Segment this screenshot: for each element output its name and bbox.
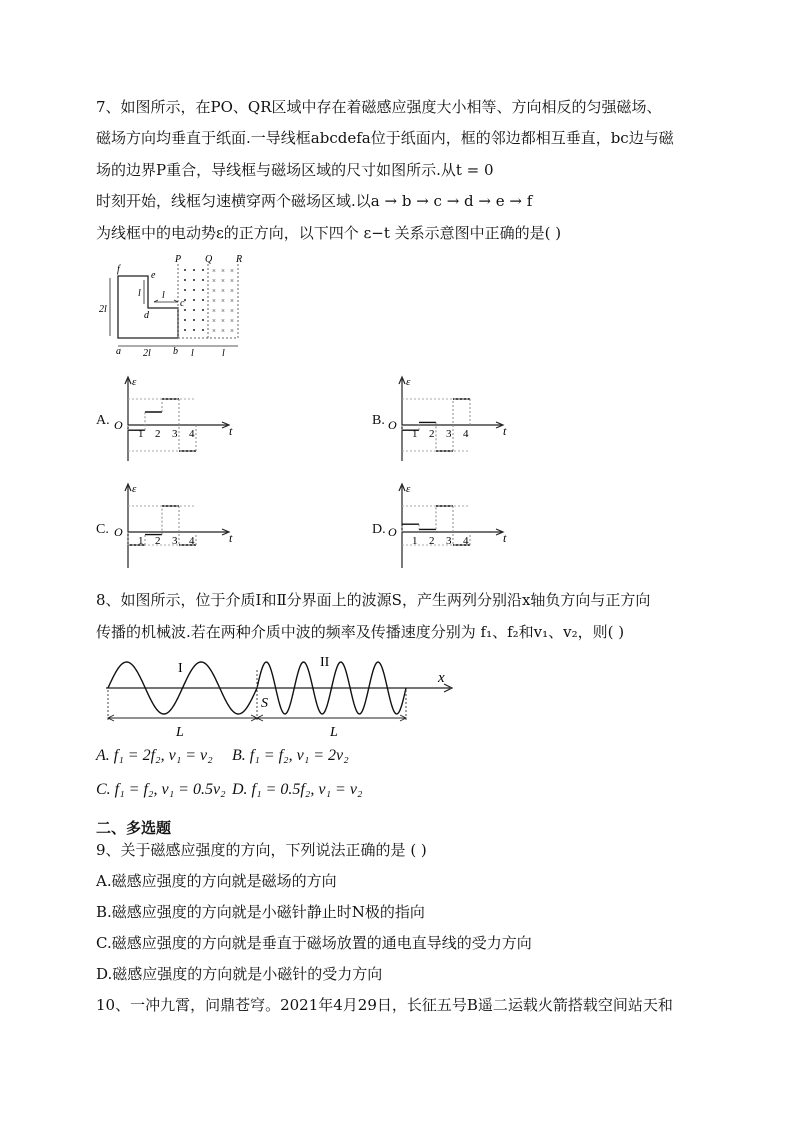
svg-text:×: × [212,297,216,305]
svg-text:ε: ε [406,376,411,388]
q9-option-a[interactable]: A.磁感应强度的方向就是磁场的方向 [96,872,337,890]
svg-text:3: 3 [172,535,178,547]
svg-text:t: t [503,424,507,438]
svg-text:t: t [229,424,233,438]
svg-text:O: O [388,525,397,539]
label-l-qr: l [222,348,225,359]
label-b: b [173,346,178,357]
q7-line-5: 为线框中的电动势ε的正方向，以下四个 ε−t 关系示意图中正确的是( ) [96,224,562,242]
q7-line-2: 磁场方向均垂直于纸面.一导线框abcdefa位于纸面内，框的邻边都相互垂直，bc边与磁 [96,129,674,147]
svg-text:O: O [114,525,123,539]
label-L-right: L [330,725,338,740]
q9-stem: 9、关于磁感应强度的方向，下列说法正确的是 ( ) [96,841,427,859]
q7-option-d-label[interactable]: D. [372,522,386,537]
svg-text:×: × [221,297,225,305]
q7-frame-figure [96,250,266,362]
svg-text:1: 1 [138,535,144,547]
svg-text:t: t [503,531,507,545]
svg-text:4: 4 [189,428,195,440]
svg-text:1: 1 [138,428,144,440]
svg-text:4: 4 [463,428,469,440]
q7-option-a-label[interactable]: A. [96,413,110,428]
label-e: e [151,270,156,281]
svg-text:×: × [230,307,234,315]
q9-option-d[interactable]: D.磁感应强度的方向就是小磁针的受力方向 [96,965,383,983]
svg-text:×: × [230,327,234,335]
svg-text:3: 3 [446,428,452,440]
q8-option-b[interactable]: B. f₁ = f₂, v₁ = 2v₂ [232,747,349,764]
label-a: a [116,346,121,357]
q8-option-c[interactable]: C. f₁ = f₂, v₁ = 0.5v₂ [96,781,226,798]
label-axis-x: x [438,670,445,686]
svg-text:×: × [230,287,234,295]
svg-text:1: 1 [412,535,418,547]
q9-option-b[interactable]: B.磁感应强度的方向就是小磁针静止时N极的指向 [96,903,425,921]
q7-line-1: 7、如图所示，在PO、QR区域中存在着磁感应强度大小相等、方向相反的匀强磁场、 [96,98,662,116]
q7-line-3: 场的边界P重合，导线框与磁场区域的尺寸如图所示.从t = 0 [96,161,494,179]
svg-text:t: t [229,531,233,545]
svg-text:×: × [230,277,234,285]
label-2l-vertical: 2l [99,304,107,315]
svg-text:ε: ε [132,483,137,495]
svg-text:O: O [114,418,123,432]
label-medium-II: II [320,655,330,670]
svg-text:×: × [212,267,216,275]
svg-text:×: × [230,297,234,305]
svg-text:ε: ε [132,376,137,388]
svg-text:×: × [221,267,225,275]
label-P: P [175,254,182,265]
svg-text:×: × [221,287,225,295]
label-d: d [144,310,149,321]
svg-text:3: 3 [172,428,178,440]
svg-text:4: 4 [463,535,469,547]
svg-text:2: 2 [429,535,435,547]
q10-line-1: 10、一冲九霄，问鼎苍穹。2021年4月29日，长征五号B遥二运载火箭搭载空间站天和 [96,996,673,1014]
label-l-dc: l [162,290,165,301]
label-R: R [236,254,243,265]
q7-option-c-label[interactable]: C. [96,522,109,537]
q8-option-a[interactable]: A. f₁ = 2f₂, v₁ = v₂ [96,747,213,764]
q8-wave-figure [100,650,460,740]
svg-text:2: 2 [155,428,161,440]
svg-text:×: × [230,267,234,275]
svg-text:×: × [212,317,216,325]
q7-line-4: 时刻开始，线框匀速横穿两个磁场区域.以a → b → c → d → e → f [96,192,533,210]
svg-text:2: 2 [155,535,161,547]
svg-text:2: 2 [429,428,435,440]
label-source-S: S [261,696,268,711]
svg-text:×: × [221,317,225,325]
svg-text:×: × [212,277,216,285]
label-2l-horizontal: 2l [143,348,151,359]
q7-graph-b [388,373,508,465]
svg-text:×: × [230,317,234,325]
q9-option-c[interactable]: C.磁感应强度的方向就是垂直于磁场放置的通电直导线的受力方向 [96,934,532,952]
svg-text:O: O [388,418,397,432]
label-l-pq: l [191,348,194,359]
label-medium-I: I [178,661,183,676]
label-Q: Q [205,254,213,265]
svg-text:1: 1 [412,428,418,440]
label-l-ed: l [138,288,141,299]
svg-text:×: × [221,327,225,335]
q7-option-b-label[interactable]: B. [372,413,385,428]
svg-text:×: × [221,277,225,285]
svg-text:ε: ε [406,483,411,495]
label-L-left: L [176,725,184,740]
q8-line-1: 8、如图所示，位于介质Ⅰ和Ⅱ分界面上的波源S，产生两列分别沿x轴负方向与正方向 [96,591,651,609]
svg-text:×: × [212,287,216,295]
label-c: c [180,298,185,309]
q8-option-d[interactable]: D. f₁ = 0.5f₂, v₁ = v₂ [232,781,363,798]
svg-text:×: × [221,307,225,315]
section-heading: 二、多选题 [96,819,172,837]
q7-graph-d [388,480,508,572]
q7-graph-a [114,373,234,465]
q7-graph-c [114,480,234,572]
svg-text:3: 3 [446,535,452,547]
svg-text:×: × [212,307,216,315]
q8-line-2: 传播的机械波.若在两种介质中波的频率及传播速度分别为 f₁、f₂和v₁、v₂，则( ) [96,623,625,641]
svg-text:4: 4 [189,535,195,547]
svg-text:×: × [212,327,216,335]
label-f: f [117,264,120,275]
